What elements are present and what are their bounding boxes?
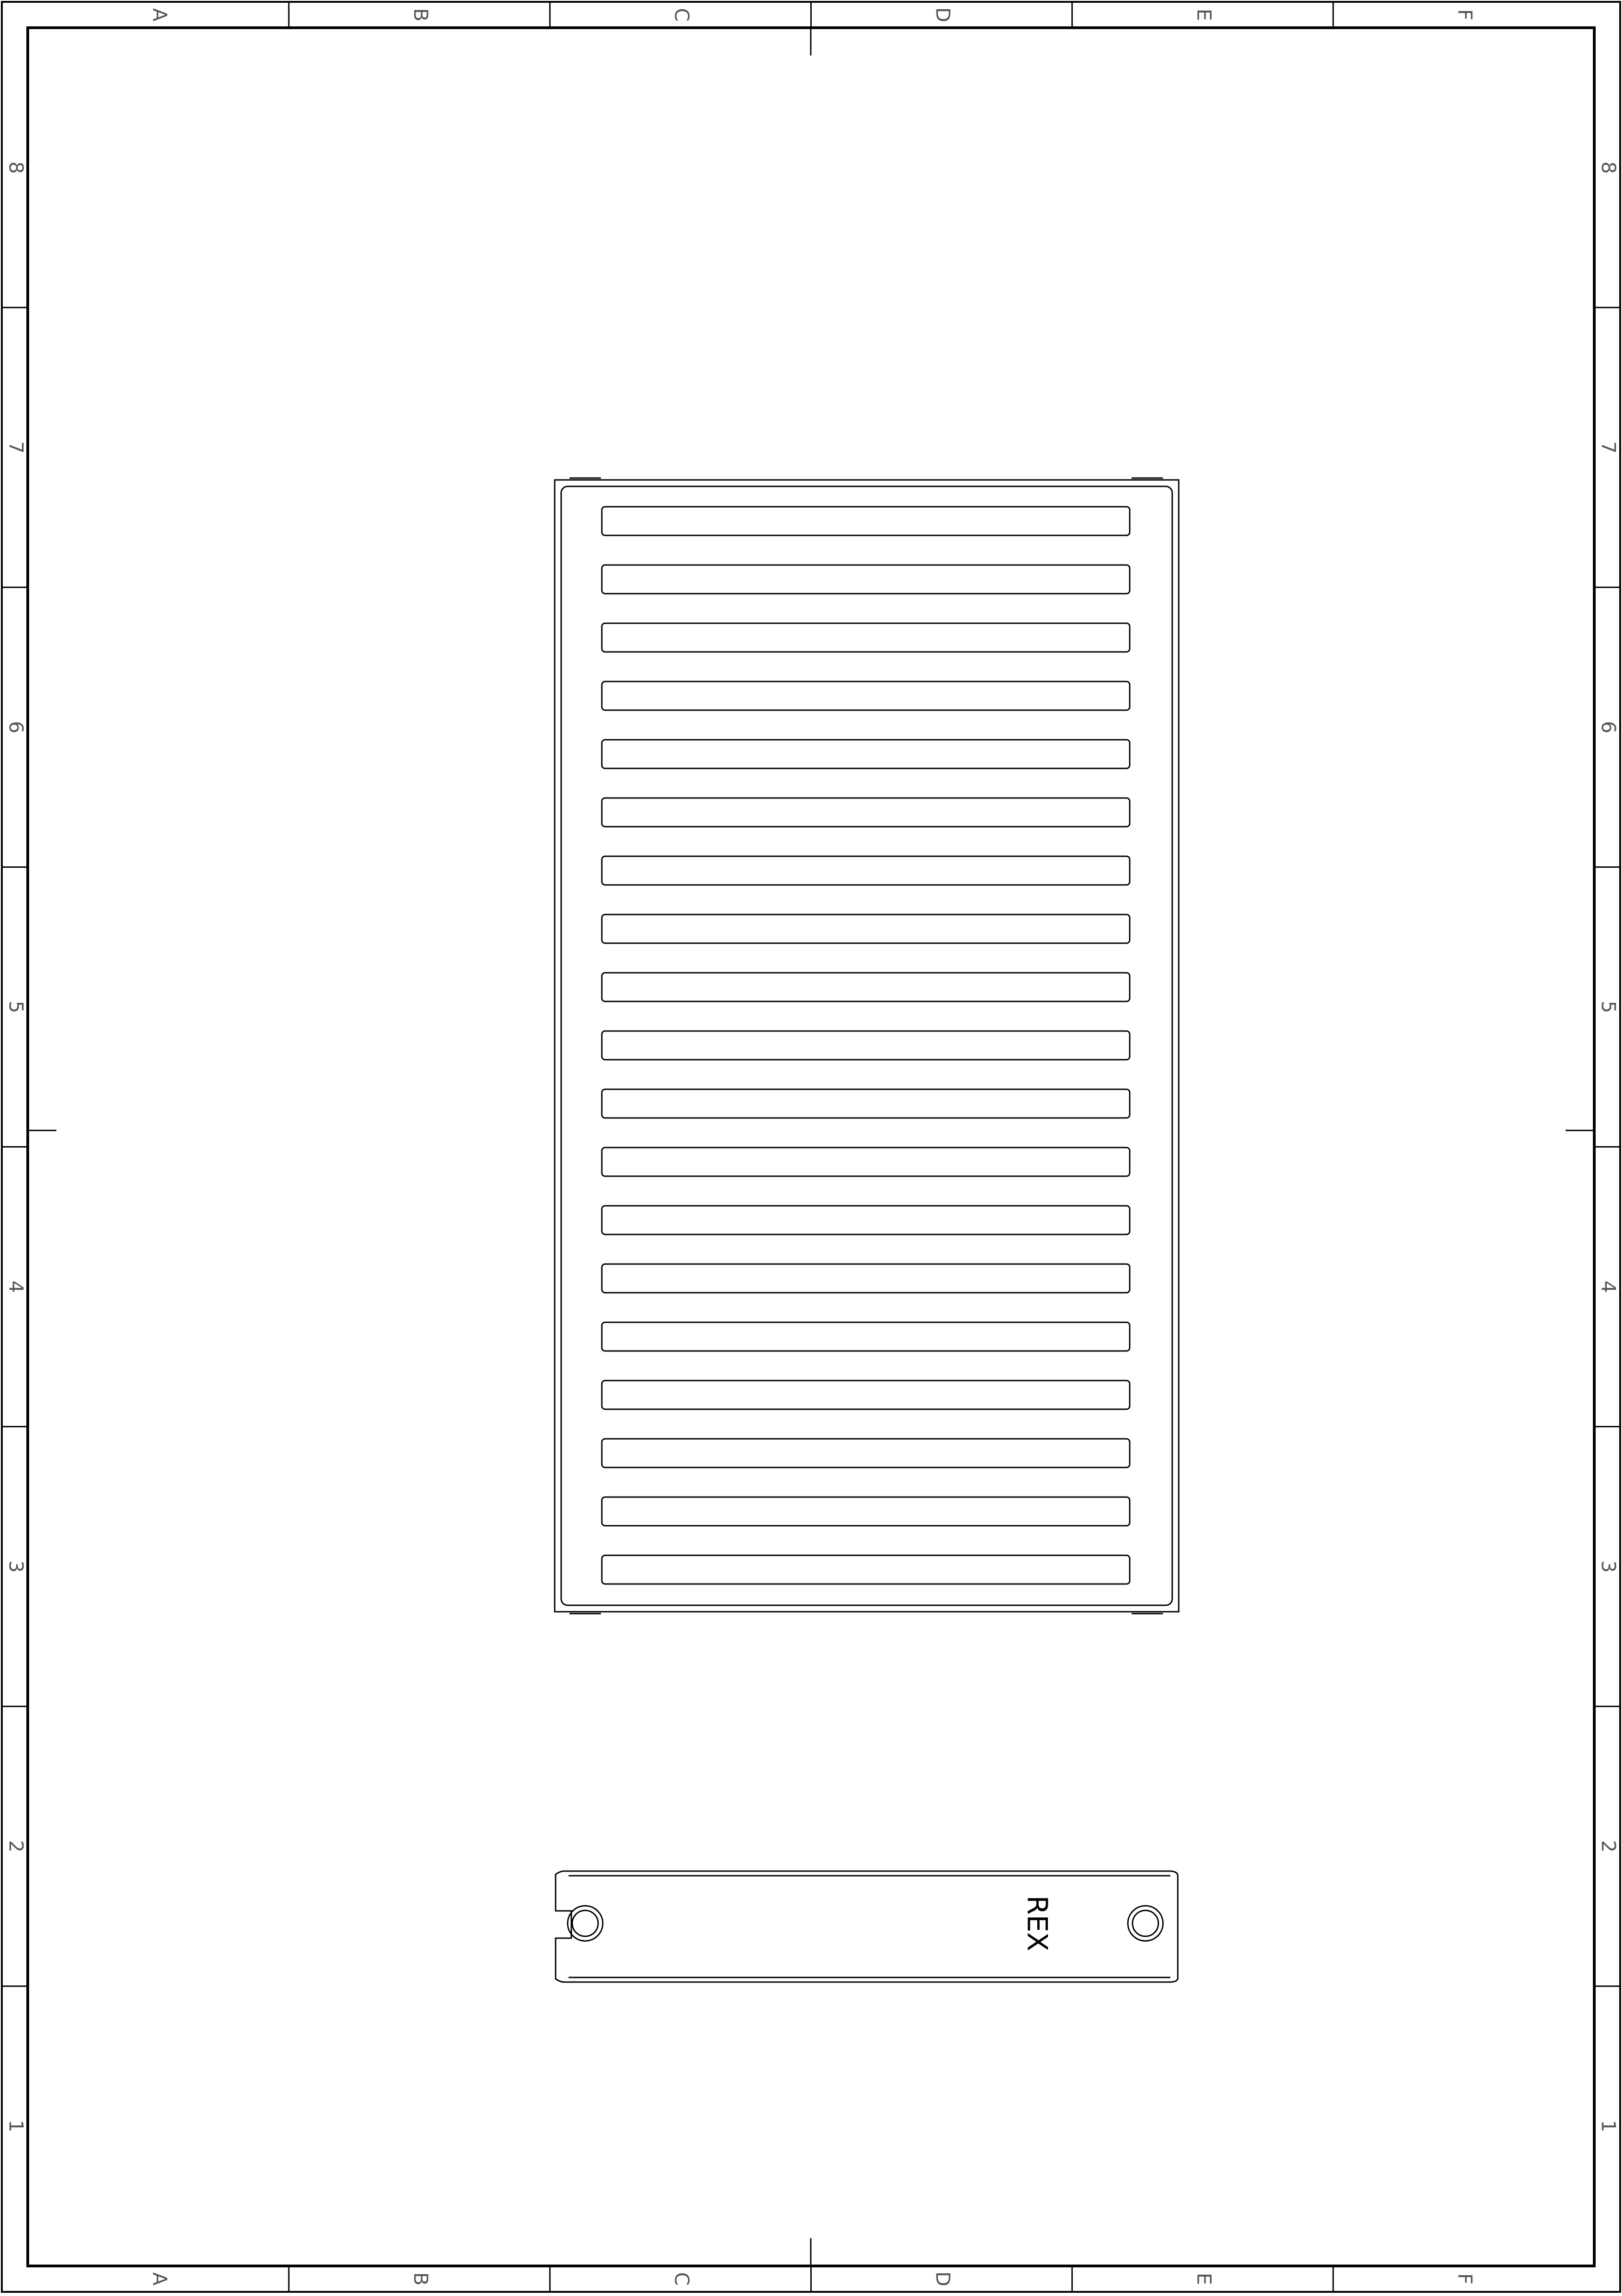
zone-column-label: D — [931, 2271, 955, 2287]
vent-slot — [602, 798, 1130, 827]
zone-row-label: 5 — [5, 1001, 28, 1013]
panel-outline — [555, 480, 1179, 1612]
zone-column-label: F — [1454, 9, 1477, 21]
vent-slot — [602, 681, 1130, 710]
zone-column-label: A — [148, 8, 171, 22]
vent-slots — [602, 507, 1130, 1584]
panel-inner-outline — [561, 486, 1172, 1605]
vent-slot — [602, 856, 1130, 885]
handle-screws — [568, 1906, 1163, 1941]
zone-column-label: E — [1193, 2272, 1216, 2285]
screw-inner — [1132, 1910, 1158, 1936]
vent-slot — [602, 1381, 1130, 1409]
vent-slot — [602, 1264, 1130, 1293]
vent-slot — [602, 1555, 1130, 1584]
front-view-panel — [555, 478, 1179, 1614]
vent-slot — [602, 1206, 1130, 1234]
zone-row-label: 4 — [1597, 1280, 1620, 1293]
vent-slot — [602, 1439, 1130, 1467]
vent-slot — [602, 1031, 1130, 1060]
vent-slot — [602, 565, 1130, 594]
zone-row-label: 5 — [1597, 1001, 1620, 1013]
vent-slot — [602, 1322, 1130, 1351]
zone-row-label: 3 — [1597, 1560, 1620, 1573]
zone-row-label: 8 — [1597, 161, 1620, 174]
zone-column-label: C — [670, 2272, 693, 2286]
zone-row-label: 6 — [5, 721, 28, 734]
zone-row-label: 1 — [5, 2120, 28, 2132]
handle-outline — [556, 1871, 1178, 1982]
vent-slot — [602, 1497, 1130, 1526]
zone-column-label: F — [1454, 2273, 1477, 2285]
zone-row-label: 2 — [5, 1840, 28, 1853]
zone-row-label: 7 — [5, 441, 28, 454]
vent-slot — [602, 507, 1130, 535]
handle-view — [556, 1871, 1178, 1982]
vent-slot — [602, 1148, 1130, 1176]
zone-row-label: 7 — [1597, 441, 1620, 454]
vent-slot — [602, 1089, 1130, 1118]
zone-row-label: 1 — [1597, 2120, 1620, 2132]
vent-slot — [602, 623, 1130, 652]
zone-row-label: 8 — [5, 161, 28, 174]
zone-column-label: B — [409, 2272, 432, 2286]
zone-column-label: B — [409, 8, 432, 22]
vent-slot — [602, 740, 1130, 768]
zone-row-label: 4 — [5, 1280, 28, 1293]
zone-column-label: E — [1193, 8, 1216, 21]
zone-row-label: 6 — [1597, 721, 1620, 734]
zone-column-label: C — [670, 8, 693, 22]
screw-inner — [572, 1910, 598, 1936]
handle-label: REX — [1021, 1895, 1053, 1952]
zone-column-label: A — [148, 2272, 171, 2286]
zone-row-label: 2 — [1597, 1840, 1620, 1853]
zone-row-label: 3 — [5, 1560, 28, 1573]
zone-column-label: D — [931, 7, 955, 23]
vent-slot — [602, 915, 1130, 943]
vent-slot — [602, 973, 1130, 1001]
